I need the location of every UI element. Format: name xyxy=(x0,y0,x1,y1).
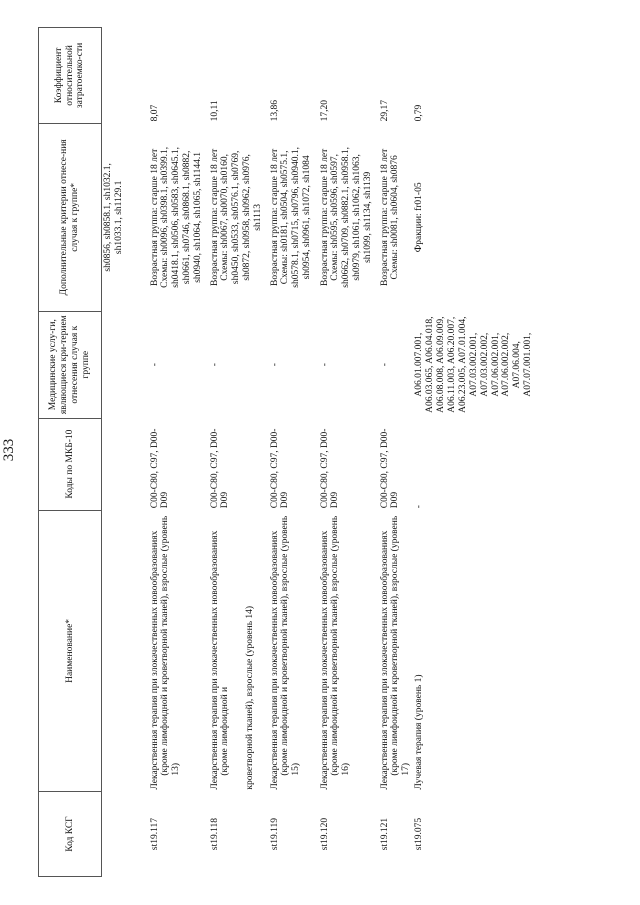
criteria-line: Схемы: sh0096, sh0398.1, sh0399.1, xyxy=(160,146,171,288)
criteria-line: sh1033.1, sh1129.1 xyxy=(113,180,124,255)
row-criteria xyxy=(102,123,149,311)
table-row-st19-117 xyxy=(149,28,209,877)
name-line: (кроме лимфоидной и кроветворной тканей), взрослые (уровень 13) xyxy=(160,515,182,776)
row-coef: 13,86 xyxy=(269,99,280,122)
row-mkb xyxy=(102,418,149,510)
row-services xyxy=(102,311,149,418)
row-code: st19.075 xyxy=(414,817,425,851)
row-criteria xyxy=(413,123,535,311)
row-services: - xyxy=(319,363,330,367)
table-row-st19-120 xyxy=(319,28,379,877)
row-name xyxy=(269,510,319,791)
row-coef: 0,79 xyxy=(414,104,425,122)
page-number: 333 xyxy=(1,438,17,462)
table-row-st19-119 xyxy=(269,28,319,877)
row-services: - xyxy=(379,363,390,367)
row-services: A06.01.007.001, A06.03.065, A06.04.018, A06.08.008, A06.09.009, A06.11.003, A06.20.007, A06.23.005, A07.01.004, A07.03.002.001, A07.03.002.002, A07.06.002.001, A07.06.002.002, A07.06.004, A07.07.001.001, xyxy=(414,316,534,413)
table-row-st19-121 xyxy=(379,28,414,877)
header-coef: Коэффициент относительной затратоемко-сти xyxy=(39,28,102,124)
criteria-line: sh0856, sh0858.1, sh1032.1, xyxy=(103,163,113,272)
table-row-continuation xyxy=(102,28,149,877)
row-coef xyxy=(102,28,149,124)
criteria-line: sh0979, sh1061, sh1062, sh1063, xyxy=(352,154,363,281)
row-coef: 10,11 xyxy=(209,100,220,122)
name-line: Лекарственная терапия при злокачественных новообразованиях xyxy=(269,530,280,790)
criteria-line: sh0578.1, sh0715, sh0796, sh0940.1, xyxy=(291,147,302,288)
criteria-line: Схемы: sh0181, sh0504, sh0575.1, xyxy=(280,150,291,285)
ksg-table xyxy=(38,27,535,877)
table-header-row xyxy=(39,28,102,877)
criteria-line: sh1099, sh1134, sh1139 xyxy=(363,171,374,263)
row-code: st19.121 xyxy=(379,817,390,851)
criteria-line: Схемы: sh0067, sh0070, sh0160, xyxy=(220,154,231,281)
name-line: Лекарственная терапия при злокачественных новообразованиях xyxy=(209,530,220,790)
name-line: Лекарственная терапия при злокачественных новообразованиях xyxy=(149,530,160,790)
criteria-line: Возрастная группа: старше 18 лет xyxy=(269,148,280,286)
header-code: Код КСГ xyxy=(39,792,102,877)
row-coef: 17,20 xyxy=(319,99,330,122)
criteria-line: sh0662, sh0709, sh0882.1, sh0958.1, xyxy=(341,147,352,288)
row-services: - xyxy=(209,363,220,367)
criteria-line: Возрастная группа: старше 18 лет xyxy=(319,148,330,286)
table-row-st19-075 xyxy=(413,28,535,877)
name-line: Лучевая терапия (уровень 1) xyxy=(414,674,425,790)
row-name xyxy=(102,510,149,791)
row-mkb: C00-C80, C97, D00-D09 xyxy=(149,428,171,509)
row-coef: 8,07 xyxy=(149,104,160,122)
row-mkb: - xyxy=(414,505,425,509)
row-criteria xyxy=(149,123,209,311)
name-line: Лекарственная терапия при злокачественных новообразованиях xyxy=(379,530,390,790)
criteria-line: Схемы: sh0081, sh0604, sh0876 xyxy=(390,155,401,280)
row-criteria xyxy=(379,123,414,311)
row-criteria xyxy=(209,123,269,311)
row-code: st19.117 xyxy=(149,818,160,851)
criteria-line: Возрастная группа: старше 18 лет xyxy=(379,148,390,286)
header-criteria: Дополнительные критерии отнесе-ния случая к группе* xyxy=(39,123,102,311)
row-coef: 29,17 xyxy=(379,99,390,122)
criteria-line: Возрастная группа: старше 18 лет xyxy=(209,148,220,286)
criteria-line: sh0661, sh0746, sh0868.1, sh0882, xyxy=(182,150,193,285)
name-line: (кроме лимфоидной и кроветворной тканей), взрослые (уровень 15) xyxy=(280,515,302,776)
name-line: кроветворной тканей), взрослые (уровень 14) xyxy=(245,605,256,790)
criteria-line: Схемы: sh0595, sh0596, sh0597, xyxy=(330,154,341,281)
criteria-line: sh0954, sh0961, sh1072, sh1084 xyxy=(302,155,313,280)
name-line: (кроме лимфоидной и кроветворной тканей), взрослые (уровень 16) xyxy=(330,515,352,776)
row-code: st19.119 xyxy=(269,818,280,851)
criteria-line: sh0450, sh0533, sh0576.1, sh0769, xyxy=(231,150,242,285)
row-name xyxy=(413,510,535,791)
row-name xyxy=(319,510,379,791)
row-name xyxy=(379,510,414,791)
row-criteria xyxy=(319,123,379,311)
row-services: - xyxy=(269,363,280,367)
row-code: st19.118 xyxy=(209,818,220,851)
name-line: (кроме лимфоидной и xyxy=(220,686,231,776)
criteria-line: sh0418.1, sh0506, sh0583, sh0645.1, xyxy=(171,147,182,288)
row-code: st19.120 xyxy=(319,817,330,851)
row-name xyxy=(149,510,209,791)
table-row-st19-118 xyxy=(209,28,269,877)
row-code xyxy=(102,792,149,877)
header-mkb: Коды по МКБ-10 xyxy=(39,418,102,510)
criteria-line: sh0940, sh1064, sh1065, sh1144.1 xyxy=(193,151,204,283)
row-mkb: C00-C80, C97, D00-D09 xyxy=(379,428,401,509)
name-line: Лекарственная терапия при злокачественных новообразованиях xyxy=(319,530,330,790)
header-services: Медицинские услу-ги, являющиеся кри-терием отнесения случая к группе xyxy=(39,311,102,418)
criteria-line: sh1113 xyxy=(253,203,264,231)
row-name xyxy=(209,510,269,791)
criteria-line: sh0872, sh0958, sh0962, sh0976, xyxy=(242,154,253,281)
criteria-line: Возрастная группа: старше 18 лет xyxy=(149,148,160,286)
header-name: Наименование* xyxy=(39,510,102,791)
row-mkb: C00-C80, C97, D00-D09 xyxy=(319,428,341,509)
row-services: - xyxy=(149,363,160,367)
criteria-line: Фракции: fr01-05 xyxy=(414,182,425,253)
row-mkb: C00-C80, C97, D00-D09 xyxy=(209,428,231,509)
name-line: (кроме лимфоидной и кроветворной тканей), взрослые (уровень 17) xyxy=(390,515,412,776)
row-mkb: C00-C80, C97, D00-D09 xyxy=(269,428,291,509)
row-criteria xyxy=(269,123,319,311)
